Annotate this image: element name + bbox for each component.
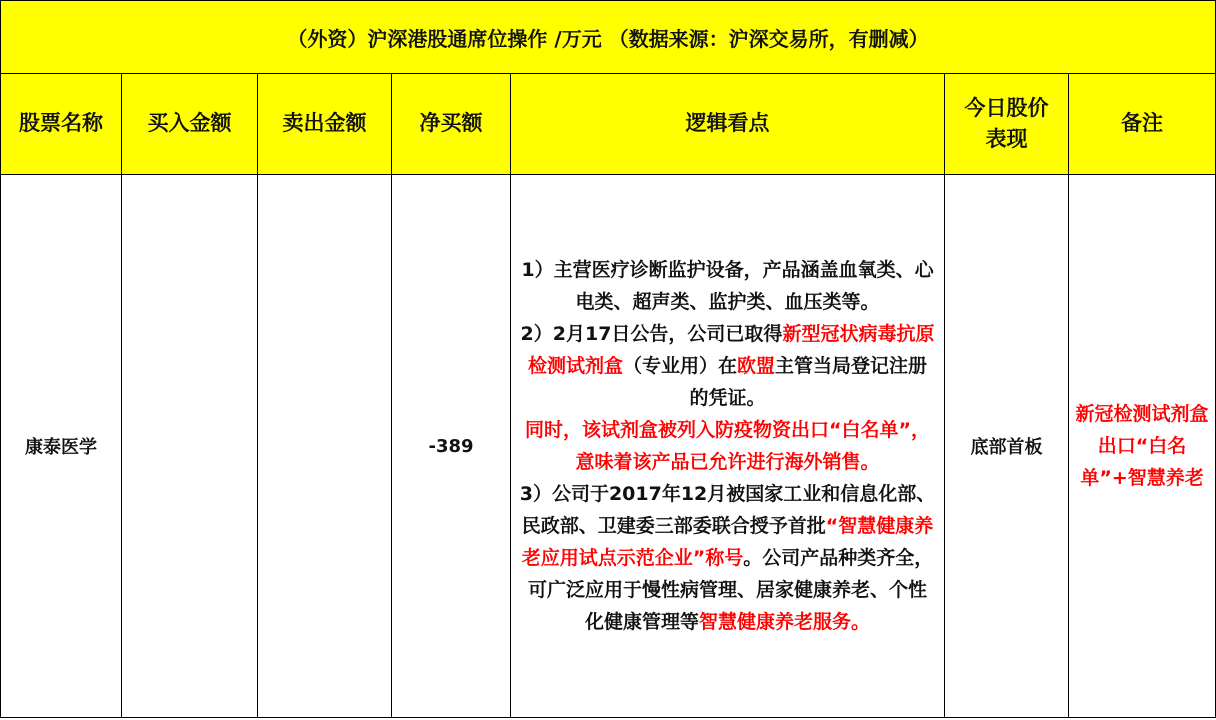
table-title[interactable]: （外资）沪深港股通席位操作 /万元 （数据来源：沪深交易所，有删减） [1, 1, 1216, 74]
header-stock-name[interactable]: 股票名称 [1, 74, 122, 175]
logic-p3-highlight-service: 智慧健康养老服务。 [699, 611, 871, 633]
logic-p3-text-2: 。公司产品种类齐全，可广泛应用于慢性病管理、居家健康养老、个性化健康管理等 [527, 547, 934, 633]
header-performance-line1: 今日股价 [964, 95, 1049, 120]
logic-p2-highlight-kit: 新型冠状病毒抗原检测试剂盒 [527, 323, 935, 377]
header-logic[interactable]: 逻辑看点 [511, 74, 945, 175]
header-row [1, 74, 1216, 175]
logic-p2-text: 2）2月17日公告，公司已取得 [520, 323, 783, 345]
logic-point-1: 1）主营医疗诊断监护设备，产品涵盖血氧类、心电类、超声类、监护类、血压类等。 [521, 259, 934, 313]
logic-point-2-whitelist: 同时，该试剂盒被列入防疫物资出口“白名单”，意味着该产品已允许进行海外销售。 [525, 419, 930, 473]
logic-p3-text: 3）公司于2017年12月被国家工业和信息化部、民政部、卫建委三部委联合授予首批 [519, 483, 936, 537]
header-net-buy[interactable]: 净买额 [392, 74, 511, 175]
cell-logic[interactable] [511, 175, 945, 718]
header-remark[interactable]: 备注 [1069, 74, 1216, 175]
logic-p2-text-2: （专业用）在 [622, 355, 737, 377]
table-row [1, 175, 1216, 718]
cell-stock-name[interactable]: 康泰医学 [1, 175, 122, 718]
logic-point-3 [519, 478, 936, 638]
cell-remark[interactable]: 新冠检测试剂盒出口“白名单”+智慧养老 [1069, 175, 1216, 718]
cell-performance[interactable]: 底部首板 [945, 175, 1069, 718]
header-buy-amount[interactable]: 买入金额 [122, 74, 258, 175]
logic-p2-highlight-eu: 欧盟 [737, 355, 776, 377]
cell-sell-amount[interactable] [258, 175, 392, 718]
title-row [1, 1, 1216, 74]
header-sell-amount[interactable]: 卖出金额 [258, 74, 392, 175]
header-performance[interactable] [945, 74, 1069, 175]
logic-p3-highlight-title: “智慧健康养老应用试点示范企业”称号 [521, 515, 934, 569]
cell-net-buy[interactable]: -389 [392, 175, 511, 718]
header-performance-line2: 表现 [985, 127, 1028, 151]
logic-point-2 [519, 318, 936, 414]
cell-buy-amount[interactable] [122, 175, 258, 718]
logic-p2-text-3: 主管当局登记注册的凭证。 [689, 355, 928, 409]
